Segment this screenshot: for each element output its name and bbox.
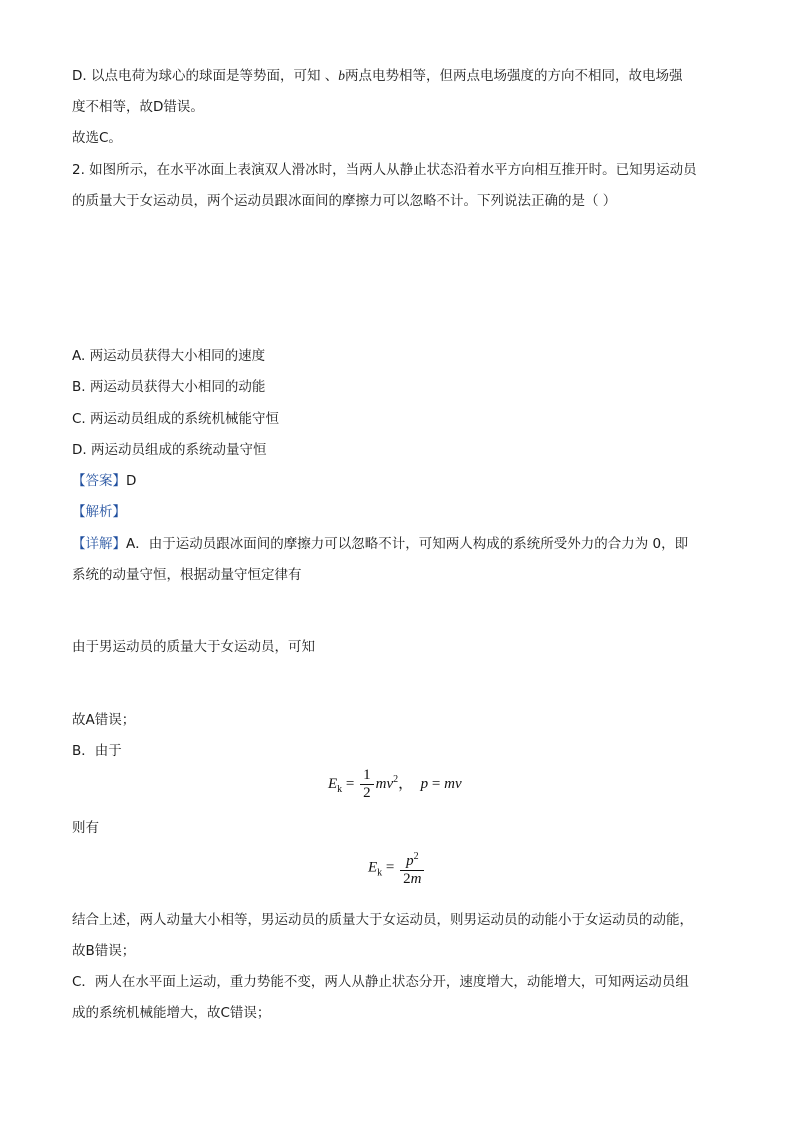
formula-symbol: v <box>386 775 394 792</box>
formula-operator: = <box>431 775 441 792</box>
formula-ek-momentum <box>368 848 426 888</box>
option-c: C. 两运动员组成的系统机械能守恒 <box>72 411 280 427</box>
formula-operator: = <box>345 775 355 792</box>
formula-symbol: p <box>420 775 429 792</box>
detail-line: 故A错误； <box>72 712 136 728</box>
detail-line: 结合上述，两人动量大小相等，男运动员的质量大于女运动员，则男运动员的动能小于女运动员的动能， <box>72 912 693 928</box>
option-a: A. 两运动员获得大小相同的速度 <box>72 348 266 364</box>
formula-symbol: E <box>368 859 378 876</box>
formula-symbol: mv <box>444 775 462 792</box>
answer-value: D <box>126 473 137 489</box>
fraction-numerator: 1 <box>360 767 374 785</box>
answer-line <box>72 472 136 490</box>
analysis-tag: 【解析】 <box>72 504 126 520</box>
detail-line <box>72 535 688 553</box>
detail-line: 由于男运动员的质量大于女运动员，可知 <box>72 639 315 655</box>
detail-line: C．两人在水平面上运动，重力势能不变，两人从静止状态分开，速度增大，动能增大，可知两运动员组 <box>72 974 689 990</box>
formula-symbol: E <box>328 775 338 792</box>
formula-superscript: 2 <box>393 773 399 785</box>
formula-subscript: k <box>377 867 383 879</box>
fraction-denominator <box>400 871 424 888</box>
variable-b: b <box>338 68 346 83</box>
text-span: 两点电势相等，但两点电场强度的方向不相同，故电场强 <box>345 68 683 84</box>
formula-symbol: m <box>375 775 387 792</box>
text-line: 故选C。 <box>72 130 122 146</box>
formula-number: 2 <box>403 871 411 887</box>
detail-line: 成的系统机械能增大，故C错误； <box>72 1005 271 1021</box>
detail-tag: 【详解】 <box>72 536 126 552</box>
text-line <box>72 67 683 85</box>
answer-tag: 【答案】 <box>72 473 126 489</box>
formula-symbol: p <box>406 853 414 869</box>
question-text: 的质量大于女运动员，两个运动员跟冰面间的摩擦力可以忽略不计。下列说法正确的是（ ） <box>72 193 617 209</box>
formula-separator: ， <box>398 775 414 792</box>
formula-symbol: m <box>410 871 422 887</box>
text-span: A．由于运动员跟冰面间的摩擦力可以忽略不计，可知两人构成的系统所受外力的合力为 0，即 <box>126 536 689 552</box>
option-b: B. 两运动员获得大小相同的动能 <box>72 379 266 395</box>
option-d: D. 两运动员组成的系统动量守恒 <box>72 442 267 458</box>
detail-line: B．由于 <box>72 743 122 759</box>
fraction-numerator <box>400 848 424 871</box>
formula-operator: = <box>385 859 395 876</box>
detail-line: 则有 <box>72 820 99 836</box>
text-line: 度不相等，故D错误。 <box>72 99 204 115</box>
fraction-denominator: 2 <box>363 785 371 801</box>
detail-line: 故B错误； <box>72 943 136 959</box>
formula-fraction <box>400 848 424 888</box>
formula-fraction <box>360 767 374 802</box>
text-span: D. 以点电荷为球心的球面是等势面，可知 、 <box>72 68 339 84</box>
detail-line: 系统的动量守恒，根据动量守恒定律有 <box>72 567 302 583</box>
formula-superscript: 2 <box>413 851 419 862</box>
formula-subscript: k <box>337 783 343 795</box>
formula-kinetic-energy <box>328 767 462 802</box>
question-text: 2. 如图所示，在水平冰面上表演双人滑冰时，当两人从静止状态沿着水平方向相互推开时。已知男运动员 <box>72 162 697 178</box>
